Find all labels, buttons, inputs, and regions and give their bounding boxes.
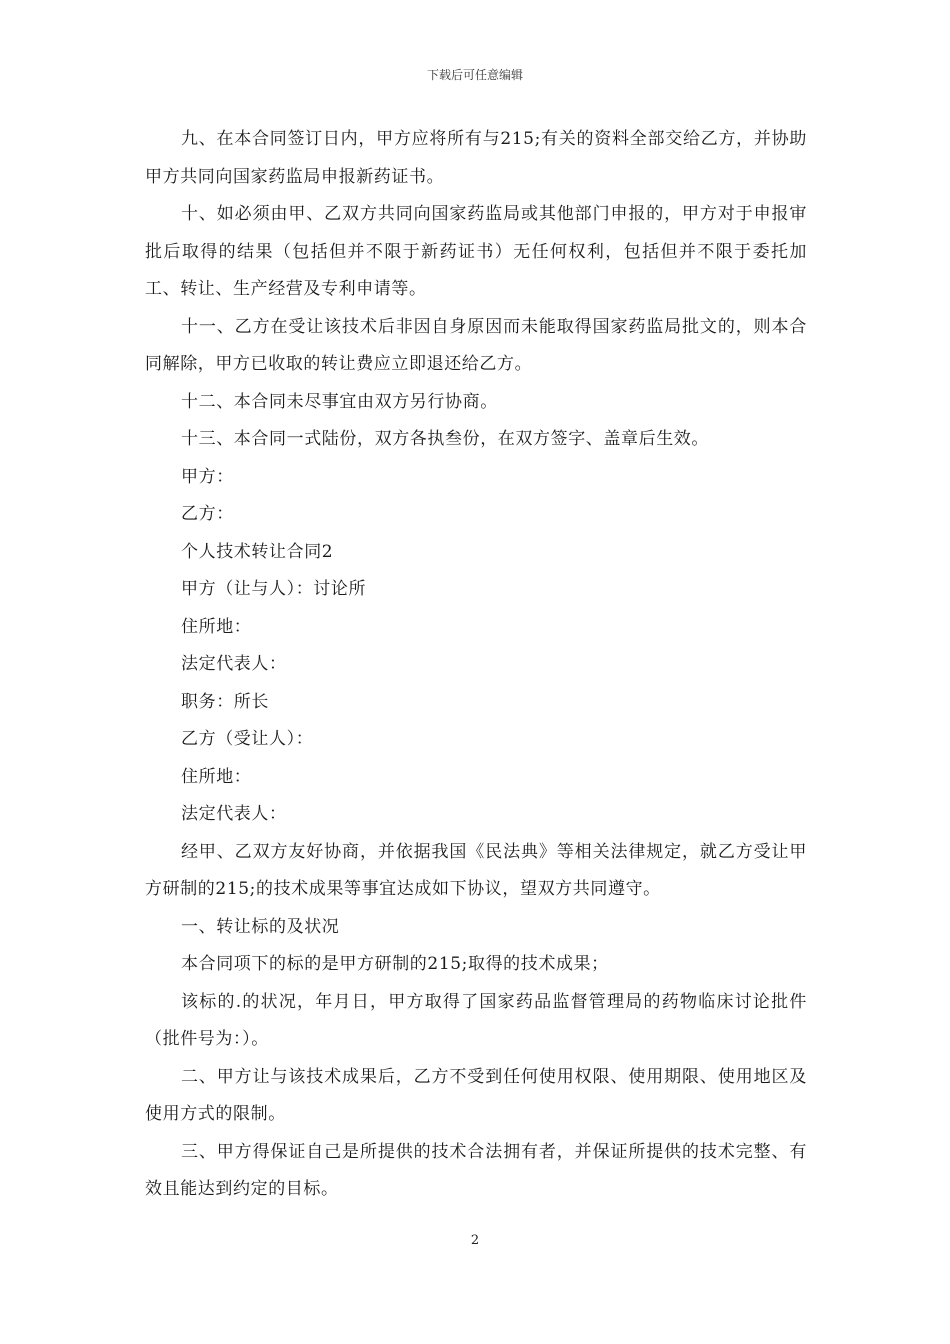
- party-a-address: 住所地：: [181, 616, 252, 637]
- party-b-legal-rep: 法定代表人：: [181, 804, 287, 824]
- party-b-signature-line: 乙方：: [181, 504, 234, 524]
- page-number: 2: [470, 1233, 480, 1248]
- document-body: [145, 121, 807, 1209]
- section-1-heading: 一、转让标的及状况: [181, 916, 340, 937]
- party-a-position: 职务：所长: [181, 691, 269, 712]
- clause-9: 九、在本合同签订日内，甲方应将所有与215;有关的资料全部交给乙方，并协助甲方共同向国家药监局申报新药证书。: [145, 129, 807, 187]
- section-1-subject: 本合同项下的标的是甲方研制的215;取得的技术成果；: [181, 954, 609, 974]
- clause-11: 十一、乙方在受让该技术后非因自身原因而未能取得国家药监局批文的，则本合同解除，甲方已收取的转让费应立即退还给乙方。: [145, 316, 807, 374]
- party-b-address: 住所地：: [181, 766, 252, 787]
- contract-2-title: 个人技术转让合同2: [181, 541, 334, 562]
- party-a-signature-line: 甲方：: [181, 466, 234, 487]
- clause-13: 十三、本合同一式陆份，双方各执叁份，在双方签字、盖章后生效。: [181, 429, 709, 449]
- party-a-legal-rep: 法定代表人：: [181, 654, 287, 674]
- clause-12: 十二、本合同未尽事宜由双方另行协商。: [181, 391, 498, 412]
- page-header: 下载后可任意编辑: [426, 68, 523, 82]
- section-2: 二、甲方让与该技术成果后，乙方不受到任何使用权限、使用期限、使用地区及使用方式的限制。: [145, 1066, 807, 1124]
- party-a-line: 甲方（让与人）：讨论所: [181, 579, 367, 599]
- clause-10: 十、如必须由甲、乙双方共同向国家药监局或其他部门申报的，甲方对于申报审批后取得的结果（包括但并不限于新药证书）无任何权利，包括但并不限于委托加工、转让、生产经营及专利申请等。: [145, 204, 807, 299]
- section-1-status: 该标的.的状况，年月日，甲方取得了国家药品监督管理局的药物临床讨论批件（批件号为：）。: [145, 991, 807, 1049]
- party-b-line: 乙方（受让人）：: [181, 729, 314, 749]
- section-3: 三、甲方得保证自己是所提供的技术合法拥有者，并保证所提供的技术完整、有效且能达到约定的目标。: [145, 1141, 807, 1199]
- preamble: 经甲、乙双方友好协商，并依据我国《民法典》等相关法律规定，就乙方受让甲方研制的215;的技术成果等事宜达成如下协议，望双方共同遵守。: [145, 841, 807, 899]
